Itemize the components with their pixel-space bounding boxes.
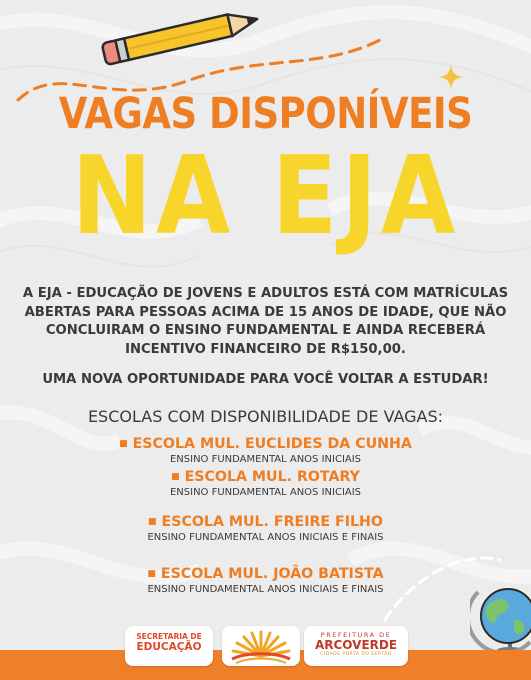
arcoverde-label: ARCOVERDE	[314, 638, 398, 652]
sparkle-icon	[436, 62, 466, 92]
educacao-label: EDUCAÇÃO	[136, 641, 202, 653]
secretaria-educacao-logo	[125, 626, 213, 666]
opportunity-text: UMA NOVA OPORTUNIDADE PARA VOCÊ VOLTAR A ESTUDAR!	[42, 372, 489, 387]
bullet-icon: ■	[148, 517, 157, 527]
sun-logo-icon	[222, 626, 300, 666]
intro-line: ABERTAS PARA PESSOAS ACIMA DE 15 ANOS DE IDADE, QUE NÃO	[24, 304, 507, 320]
school-level: ENSINO FUNDAMENTAL ANOS INICIAIS E FINAIS	[147, 532, 384, 543]
sun-logo	[222, 626, 300, 666]
intro-line: CONCLUIRAM O ENSINO FUNDAMENTAL E AINDA RECEBERÁ	[45, 323, 486, 338]
school-level: ENSINO FUNDAMENTAL ANOS INICIAIS E FINAIS	[147, 584, 384, 595]
school-item	[0, 468, 531, 499]
prefeitura-slogan: CIDADE PORTA DO SERTÃO	[320, 652, 392, 657]
intro-line: A EJA - EDUCAÇÃO DE JOVENS E ADULTOS ESTÁ COM MATRÍCULAS	[22, 286, 509, 301]
prefeitura-arcoverde-logo	[304, 626, 408, 666]
school-level: ENSINO FUNDAMENTAL ANOS INICIAIS	[169, 454, 362, 465]
school-name: ■ ESCOLA MUL. EUCLIDES DA CUNHA	[119, 436, 412, 452]
headline-vagas-disponiveis: VAGAS DISPONÍVEIS	[58, 88, 473, 139]
bullet-icon: ■	[147, 569, 156, 579]
school-name: ■ ESCOLA MUL. ROTARY	[171, 469, 360, 485]
school-level: ENSINO FUNDAMENTAL ANOS INICIAIS	[169, 487, 362, 498]
headline-na-eja: NA EJA	[71, 133, 460, 259]
school-name: ■ ESCOLA MUL. JOÃO BATISTA	[147, 566, 384, 582]
globe-icon	[470, 580, 531, 655]
bullet-icon: ■	[171, 472, 180, 482]
school-item	[0, 513, 531, 544]
intro-paragraph	[20, 285, 511, 359]
school-item	[0, 565, 531, 596]
intro-line: INCENTIVO FINANCEIRO DE R$150,00.	[125, 341, 406, 357]
prefeitura-label: PREFEITURA DE	[320, 631, 392, 639]
pencil-icon	[84, 6, 274, 66]
schools-heading: ESCOLAS COM DISPONIBILIDADE DE VAGAS:	[87, 407, 444, 426]
bullet-icon: ■	[119, 439, 128, 449]
secretaria-label: SECRETARIA DE	[136, 632, 202, 641]
school-name: ■ ESCOLA MUL. FREIRE FILHO	[148, 514, 383, 530]
school-item	[0, 435, 531, 466]
